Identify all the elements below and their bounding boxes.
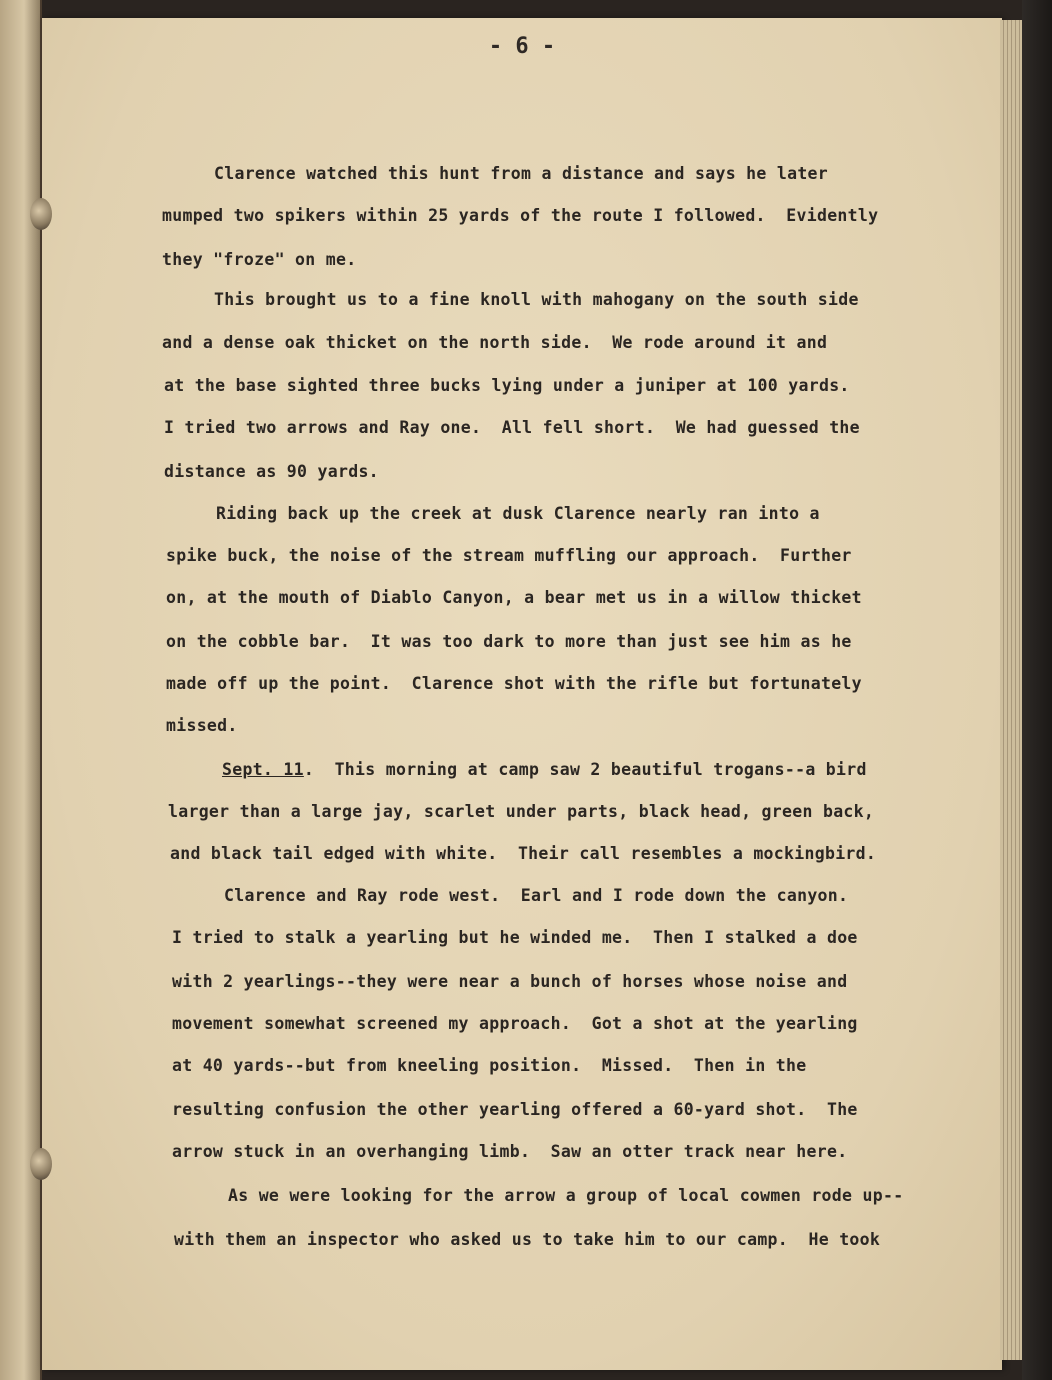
- text-line: with them an inspector who asked us to take him to our camp. He took: [174, 1230, 881, 1249]
- text-line: This brought us to a fine knoll with mahogany on the south side: [214, 290, 859, 309]
- text-line: As we were looking for the arrow a group of local cowmen rode up--: [228, 1186, 904, 1205]
- text-line: movement somewhat screened my approach. Got a shot at the yearling: [172, 1014, 858, 1033]
- text-line: distance as 90 yards.: [164, 462, 379, 481]
- text-line: at the base sighted three bucks lying under a juniper at 100 yards.: [164, 376, 850, 395]
- text-line: on, at the mouth of Diablo Canyon, a bear met us in a willow thicket: [166, 588, 862, 607]
- text-line: Clarence and Ray rode west. Earl and I rode down the canyon.: [224, 886, 849, 905]
- text-line: missed.: [166, 716, 238, 735]
- typed-page: [42, 18, 1002, 1370]
- page-number: - 6 -: [488, 34, 556, 59]
- binder-ring: [30, 1148, 52, 1180]
- text-line: at 40 yards--but from kneeling position. Missed. Then in the: [172, 1056, 807, 1075]
- text-line: Riding back up the creek at dusk Clarence nearly ran into a: [216, 504, 820, 523]
- text-line: I tried two arrows and Ray one. All fell short. We had guessed the: [164, 418, 860, 437]
- text-line: resulting confusion the other yearling offered a 60-yard shot. The: [172, 1100, 858, 1119]
- text-line: with 2 yearlings--they were near a bunch of horses whose noise and: [172, 972, 848, 991]
- date-heading: Sept. 11: [222, 760, 304, 779]
- text-line: mumped two spikers within 25 yards of the route I followed. Evidently: [162, 206, 879, 225]
- text-line: This morning at camp saw 2 beautiful trogans--a bird: [334, 760, 867, 779]
- text-line: on the cobble bar. It was too dark to more than just see him as he: [166, 632, 852, 651]
- text-line: and a dense oak thicket on the north side. We rode around it and: [162, 333, 828, 352]
- text-line: spike buck, the noise of the stream muffling our approach. Further: [166, 546, 852, 565]
- text-line: they "froze" on me.: [162, 250, 357, 269]
- text-line: made off up the point. Clarence shot with the rifle but fortunately: [166, 674, 862, 693]
- text-line: and black tail edged with white. Their call resembles a mockingbird.: [170, 844, 877, 863]
- text-line: arrow stuck in an overhanging limb. Saw an otter track near here.: [172, 1142, 848, 1161]
- text-line: larger than a large jay, scarlet under parts, black head, green back,: [168, 802, 875, 821]
- date-heading-period: .: [303, 760, 335, 779]
- binder-cover: [1022, 0, 1052, 1380]
- date-heading-line: [222, 760, 867, 779]
- binder-ring: [30, 198, 52, 230]
- page-stack-edges: [1000, 20, 1022, 1360]
- text-line: I tried to stalk a yearling but he winded me. Then I stalked a doe: [172, 928, 858, 947]
- text-line: Clarence watched this hunt from a distance and says he later: [214, 164, 829, 183]
